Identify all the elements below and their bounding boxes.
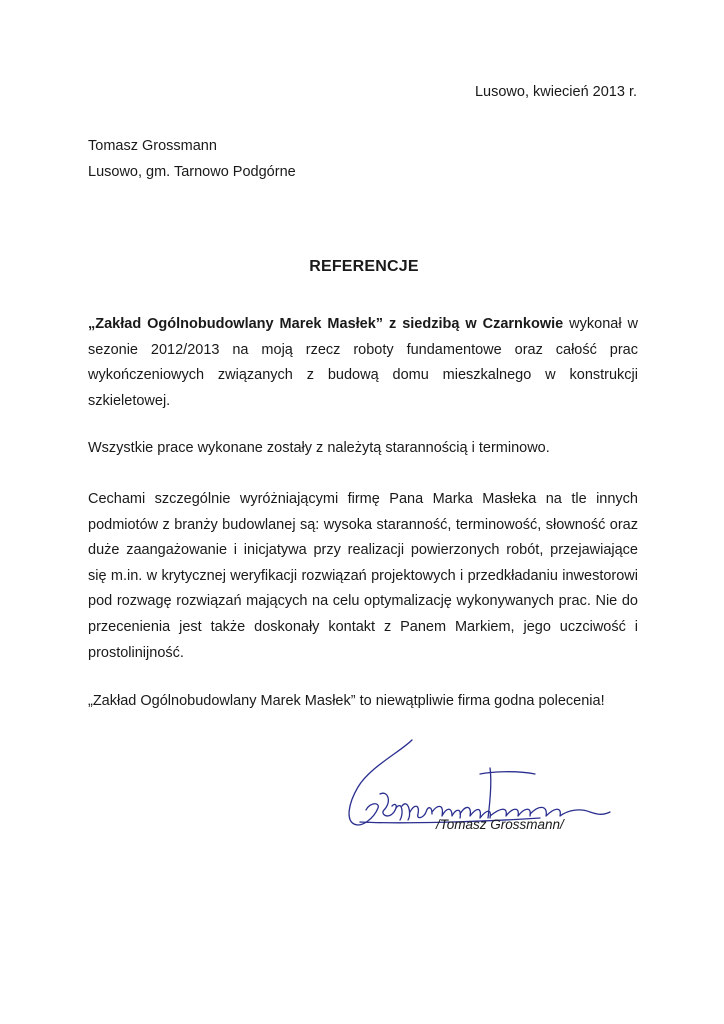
paragraph-3: Cechami szczególnie wyróżniającymi firmę Pana Marka Masłeka na tle innych podmiotów z branży budowlanej są: wysoka staranność, terminowość, słowność oraz duże zaangażowanie i inicjatywa przy realizacji powierzonych robót, przejawiające się m.in. w krytycznej weryfikacji rozwiązań projektowych i przedkładaniu inwestorowi pod rozwagę rozwiązań mających na celu optymalizację wykonywanych prac. Nie do przecenienia jest także doskonały kontakt z Panem Markiem, jego uczciwość i prostolinijność. bbox=[88, 491, 638, 661]
sender-name: Tomasz Grossmann bbox=[88, 138, 217, 154]
paragraph-2: Wszystkie prace wykonane zostały z należytą starannością i terminowo. bbox=[88, 440, 550, 456]
letter-date: Lusowo, kwiecień 2013 r. bbox=[474, 84, 637, 100]
letter-title: REFERENCJE bbox=[309, 258, 419, 275]
signature-caption: /Tomasz Grossmann/ bbox=[436, 817, 564, 832]
sender-address: Lusowo, gm. Tarnowo Podgórne bbox=[88, 164, 296, 180]
sender-block bbox=[88, 133, 296, 185]
handwritten-signature bbox=[340, 732, 630, 852]
paragraph-1-text: wykonał w sezonie 2012/2013 na moją rzecz roboty fundamentowe oraz całość prac wykończeniowych związanych z budową domu mieszkalnego w konstrukcji szkieletowej. bbox=[88, 316, 638, 409]
paragraph-4: „Zakład Ogólnobudowlany Marek Masłek” to niewątpliwie firma godna polecenia! bbox=[88, 693, 605, 709]
company-name-bold: „Zakład Ogólnobudowlany Marek Masłek” z siedzibą w Czarnkowie bbox=[88, 316, 564, 332]
paragraph-1 bbox=[88, 312, 638, 414]
